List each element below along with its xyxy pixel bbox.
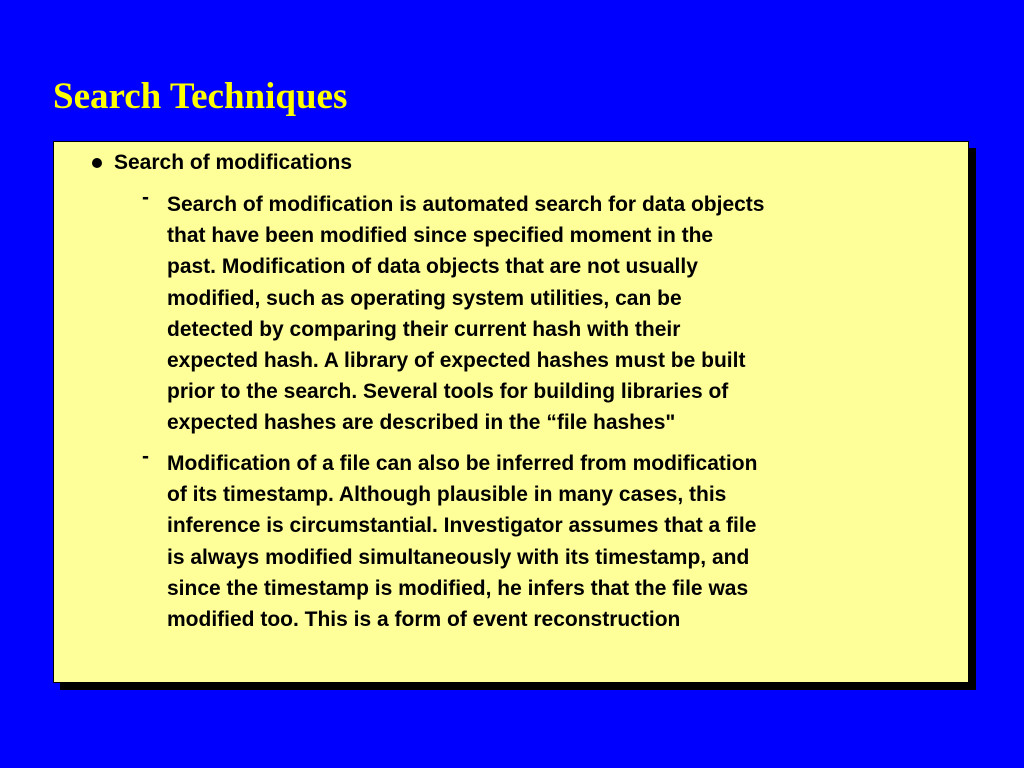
sub-bullet-text [167, 448, 902, 635]
dash-marker-icon: - [142, 445, 149, 468]
content-box [53, 141, 969, 683]
slide-title: Search Techniques [53, 76, 348, 117]
text-line: modified, such as operating system utilities, can be [167, 286, 682, 310]
text-line: is always modified simultaneously with its timestamp, and [167, 545, 750, 569]
bullet-item [92, 150, 352, 176]
text-line: Search of modification is automated search for data objects [167, 193, 765, 216]
text-line: that have been modified since specified moment in the [167, 224, 714, 248]
text-line: inference is circumstantial. Investigator assumes that a file [167, 514, 757, 538]
sub-bullet-item [142, 186, 902, 439]
text-line: detected by comparing their current hash with their [167, 317, 681, 341]
sub-bullet-item [142, 445, 902, 635]
text-line: past. Modification of data objects that are not usually [167, 255, 698, 279]
sub-bullet-text [167, 189, 902, 439]
text-line: Modification of a file can also be inferred from modification [167, 452, 758, 475]
dash-marker-icon: - [142, 186, 149, 209]
text-line: prior to the search. Several tools for building libraries of [167, 380, 729, 404]
text-line: since the timestamp is modified, he infers that the file was [167, 576, 749, 600]
text-line: modified too. This is a form of event reconstruction [167, 608, 681, 632]
text-line: expected hashes are described in the “file hashes" [167, 411, 676, 435]
text-line: expected hash. A library of expected hashes must be built [167, 349, 746, 373]
text-line: of its timestamp. Although plausible in many cases, this [167, 483, 727, 507]
bullet-text: Search of modifications [114, 151, 353, 174]
bullet-dot-icon [92, 158, 102, 168]
